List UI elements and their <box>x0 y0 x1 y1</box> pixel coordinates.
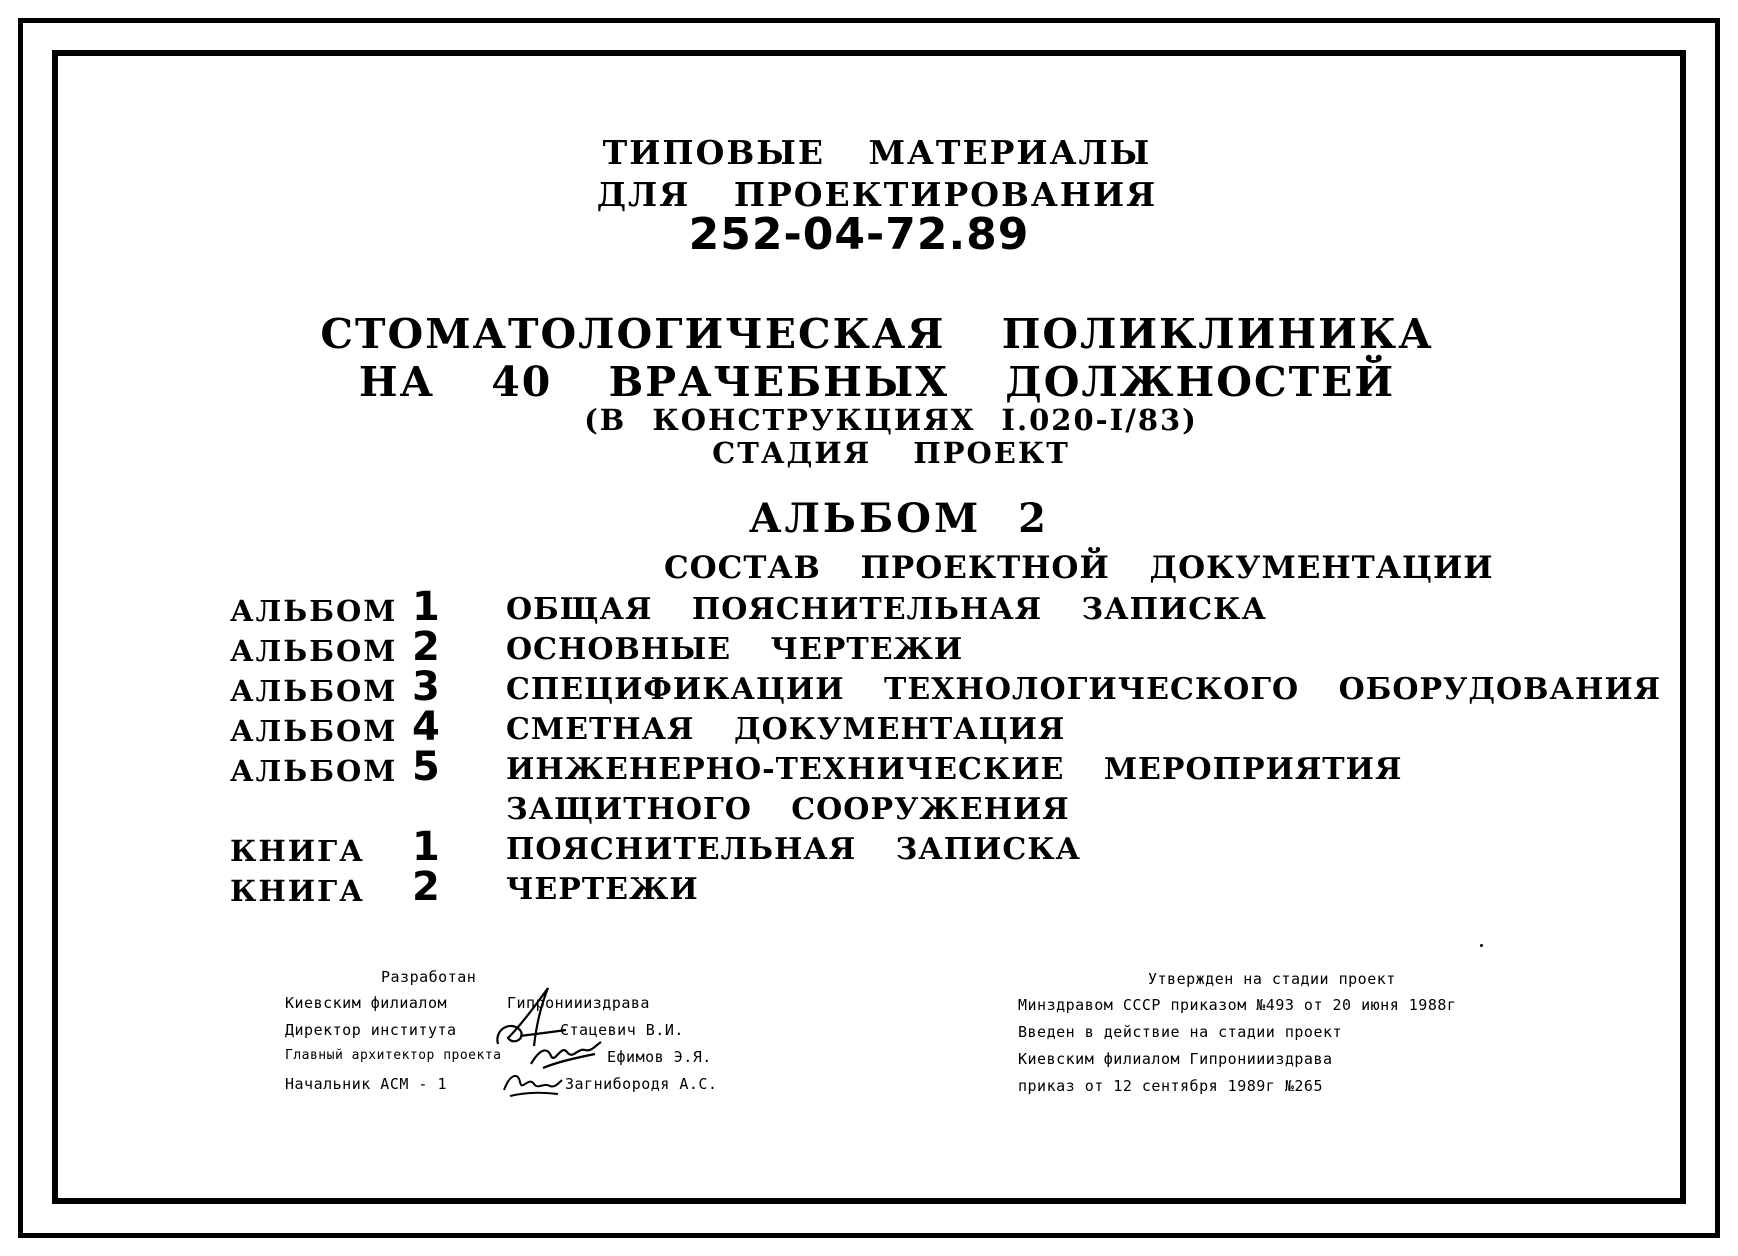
list-item <box>230 864 1530 910</box>
doc-number: 3 <box>412 664 440 710</box>
title-line-1: СТОМАТОЛОГИЧЕСКАЯ ПОЛИКЛИНИКА <box>320 310 1434 358</box>
director-role: Директор института <box>285 1021 457 1039</box>
doc-name: ПОЯСНИТЕЛЬНАЯ ЗАПИСКА <box>506 832 1081 867</box>
doc-kind: АЛЬБОМ <box>230 754 398 788</box>
construction-note: (В КОНСТРУКЦИЯХ I.020-I/83) <box>584 403 1198 437</box>
approval-line-1: Утвержден на стадии проект <box>1148 970 1396 988</box>
developer-org-left: Киевским филиалом <box>285 994 448 1012</box>
approval-line-4: Киевским филиалом Гипрониииздрава <box>1018 1050 1333 1068</box>
series-line-1: ТИПОВЫЕ МАТЕРИАЛЫ <box>602 133 1152 172</box>
developer-org-right: Гипрониииздрава <box>507 994 650 1012</box>
developed-heading: Разработан <box>381 968 477 986</box>
project-code: 252-04-72.89 <box>688 209 1030 260</box>
doc-kind: АЛЬБОМ <box>230 674 398 708</box>
doc-kind: КНИГА <box>230 874 365 908</box>
design-stage: СТАДИЯ ПРОЕКТ <box>712 436 1070 470</box>
doc-kind: АЛЬБОМ <box>230 714 398 748</box>
document-list <box>230 584 1662 910</box>
department-head-name: Загнибородя А.С. <box>565 1075 718 1093</box>
doc-kind: КНИГА <box>230 834 365 868</box>
scan-speck <box>1480 944 1483 947</box>
doc-number: 1 <box>412 584 440 630</box>
doc-name: ОБЩАЯ ПОЯСНИТЕЛЬНАЯ ЗАПИСКА <box>506 592 1267 627</box>
doc-name: ЗАЩИТНОГО СООРУЖЕНИЯ <box>506 792 1070 827</box>
doc-kind: АЛЬБОМ <box>230 634 398 668</box>
approval-line-2: Минздравом СССР приказом №493 от 20 июня 1988г <box>1018 996 1457 1014</box>
doc-number: 2 <box>412 624 440 670</box>
chief-architect-role: Главный архитектор проекта <box>285 1048 502 1063</box>
doc-name: СПЕЦИФИКАЦИИ ТЕХНОЛОГИЧЕСКОГО ОБОРУДОВАНИЯ <box>506 672 1662 707</box>
doc-kind: АЛЬБОМ <box>230 594 398 628</box>
approval-line-5: приказ от 12 сентября 1989г №265 <box>1018 1077 1323 1095</box>
doc-name: ЧЕРТЕЖИ <box>506 872 699 907</box>
department-head-role: Начальник АСМ - 1 <box>285 1075 448 1093</box>
doc-name: ИНЖЕНЕРНО-ТЕХНИЧЕСКИЕ МЕРОПРИЯТИЯ <box>506 752 1403 787</box>
list-item <box>230 744 1530 790</box>
doc-number: 4 <box>412 704 440 750</box>
approval-line-3: Введен в действие на стадии проект <box>1018 1023 1343 1041</box>
director-name: Стацевич В.И. <box>560 1021 684 1039</box>
composition-heading: СОСТАВ ПРОЕКТНОЙ ДОКУМЕНТАЦИИ <box>664 550 1494 586</box>
doc-name: ОСНОВНЫЕ ЧЕРТЕЖИ <box>506 632 964 667</box>
title-line-2: НА 40 ВРАЧЕБНЫХ ДОЛЖНОСТЕЙ <box>358 358 1396 406</box>
album-number: АЛЬБОМ 2 <box>748 495 1049 542</box>
document-title <box>8 310 1738 406</box>
series-line-2: ДЛЯ ПРОЕКТИРОВАНИЯ <box>596 175 1158 214</box>
department-head-signature <box>500 1068 564 1100</box>
doc-number: 5 <box>412 744 440 790</box>
doc-number: 1 <box>412 824 440 870</box>
series-title <box>8 132 1738 216</box>
doc-name: СМЕТНАЯ ДОКУМЕНТАЦИЯ <box>506 712 1066 747</box>
doc-number: 2 <box>412 864 440 910</box>
chief-architect-name: Ефимов Э.Я. <box>607 1048 712 1066</box>
